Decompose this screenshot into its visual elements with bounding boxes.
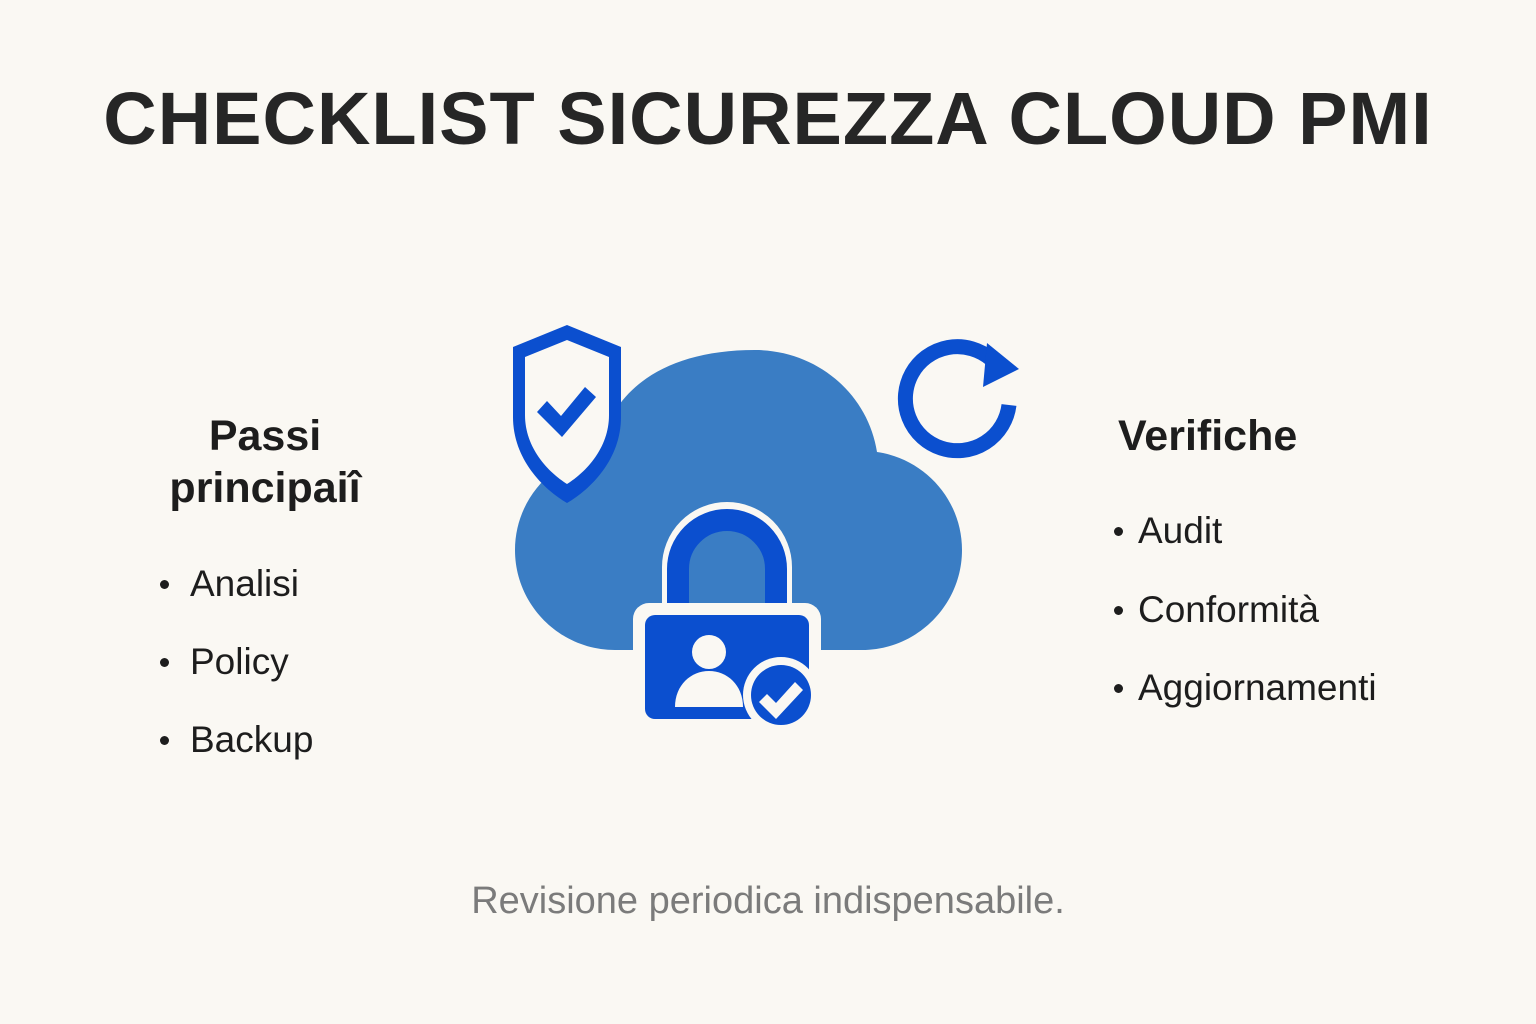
list-item: Audit <box>1090 508 1490 554</box>
list-item: Conformità <box>1090 587 1490 633</box>
list-item: Backup <box>120 717 450 763</box>
left-column <box>120 410 450 796</box>
page-title: CHECKLIST SICUREZZA CLOUD PMI <box>103 77 1433 160</box>
left-column-list <box>120 561 450 764</box>
footer-note: Revisione periodica indispensabile. <box>471 880 1065 922</box>
list-item: Analisi <box>120 561 450 607</box>
right-column <box>1090 410 1490 743</box>
refresh-cycle-icon <box>905 343 1019 451</box>
cloud-security-graphic <box>455 325 1075 755</box>
left-column-heading: Passi principaiî <box>169 412 361 513</box>
list-item: Aggiornamenti <box>1090 665 1490 711</box>
right-column-list <box>1090 508 1490 711</box>
right-column-heading: Verifiche <box>1118 412 1298 460</box>
list-item: Policy <box>120 639 450 685</box>
